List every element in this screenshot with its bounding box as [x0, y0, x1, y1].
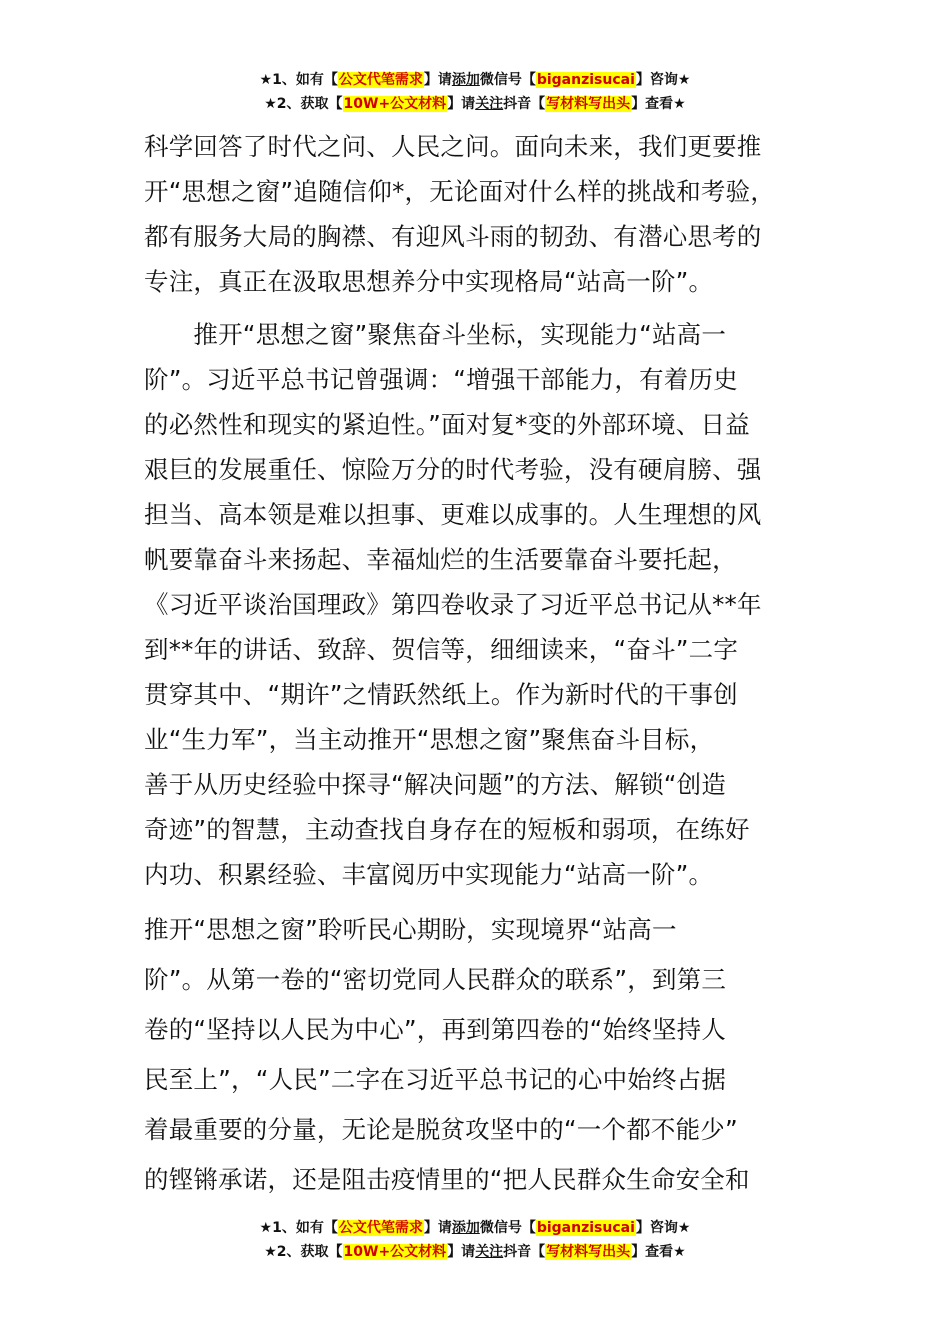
text-line: 贯穿其中、“期许”之情跃然纸上。作为新时代的干事创: [144, 680, 738, 709]
banner-line-1: ★1、如有【公文代笔需求】请添加微信号【biganzisucai】咨询★: [259, 72, 691, 88]
banner-line-2: ★2、获取【10W+公文材料】请关注抖音【写材料写出头】查看★: [264, 96, 686, 112]
highlight-wechat-id: biganzisucai: [536, 72, 635, 88]
text-line: 到**年的讲话、致辞、贺信等，细细读来，“奋斗”二字: [144, 635, 739, 664]
paragraph-1: [144, 124, 824, 304]
text-line: 着最重要的分量，无论是脱贫攻坚中的“一个都不能少”: [144, 1115, 738, 1144]
text-line: 阶”。从第一卷的“密切党同人民群众的联系”，到第三: [144, 965, 727, 994]
text-line: 开“思想之窗”追随信仰*，无论面对什么样的挑战和考验，: [144, 177, 776, 206]
paragraph-3: [144, 905, 824, 1205]
document-body: [144, 124, 824, 1205]
text-line: 艰巨的发展重任、惊险万分的时代考验，没有硬肩膀、强: [144, 455, 762, 484]
highlight-wechat-id: biganzisucai: [536, 1220, 635, 1236]
paragraph-2: [144, 312, 824, 897]
text-line: 阶”。习近平总书记曾强调：“增强干部能力，有着历史: [144, 365, 738, 394]
highlight-materials: 10W+公文材料: [343, 96, 447, 112]
text-line: 的必然性和现实的紧迫性。”面对复*变的外部环境、日益: [144, 410, 750, 439]
text-line: 《习近平谈治国理政》第四卷收录了习近平总书记从**年: [144, 590, 762, 619]
text-line: 推开“思想之窗”聆听民心期盼，实现境界“站高一: [144, 915, 677, 944]
text-line: 担当、高本领是难以担事、更难以成事的。人生理想的风: [144, 500, 762, 529]
highlight-service: 公文代笔需求: [338, 1220, 423, 1236]
text-line: 民至上”，“人民”二字在习近平总书记的心中始终占据: [144, 1065, 727, 1094]
highlight-materials: 10W+公文材料: [343, 1244, 447, 1260]
text-line: 卷的“坚持以人民为中心”，再到第四卷的“始终坚持人: [144, 1015, 727, 1044]
text-line: 推开“思想之窗”聚焦奋斗坐标，实现能力“站高一: [144, 320, 727, 349]
text-line: 专注，真正在汲取思想养分中实现格局“站高一阶”。: [144, 267, 714, 296]
text-line: 业“生力军”，当主动推开“思想之窗”聚焦奋斗目标，: [144, 725, 715, 754]
header-banner: [0, 68, 950, 116]
text-line: 内功、积累经验、丰富阅历中实现能力“站高一阶”。: [144, 860, 714, 889]
banner-line-2: ★2、获取【10W+公文材料】请关注抖音【写材料写出头】查看★: [264, 1244, 686, 1260]
highlight-douyin: 写材料写出头: [546, 1244, 631, 1260]
text-line: 善于从历史经验中探寻“解决问题”的方法、解锁“创造: [144, 770, 727, 799]
text-line: 都有服务大局的胸襟、有迎风斗雨的韧劲、有潜心思考的: [144, 222, 762, 251]
highlight-douyin: 写材料写出头: [546, 96, 631, 112]
banner-line-1: ★1、如有【公文代笔需求】请添加微信号【biganzisucai】咨询★: [259, 1220, 691, 1236]
highlight-service: 公文代笔需求: [338, 72, 423, 88]
text-line: 的铿锵承诺，还是阻击疫情里的“把人民群众生命安全和: [144, 1165, 750, 1194]
text-line: 科学回答了时代之问、人民之问。面向未来，我们更要推: [144, 132, 762, 161]
text-line: 帆要靠奋斗来扬起、幸福灿烂的生活要靠奋斗要托起，: [144, 545, 737, 574]
footer-banner: [0, 1216, 950, 1264]
text-line: 奇迹”的智慧，主动查找自身存在的短板和弱项，在练好: [144, 815, 750, 844]
